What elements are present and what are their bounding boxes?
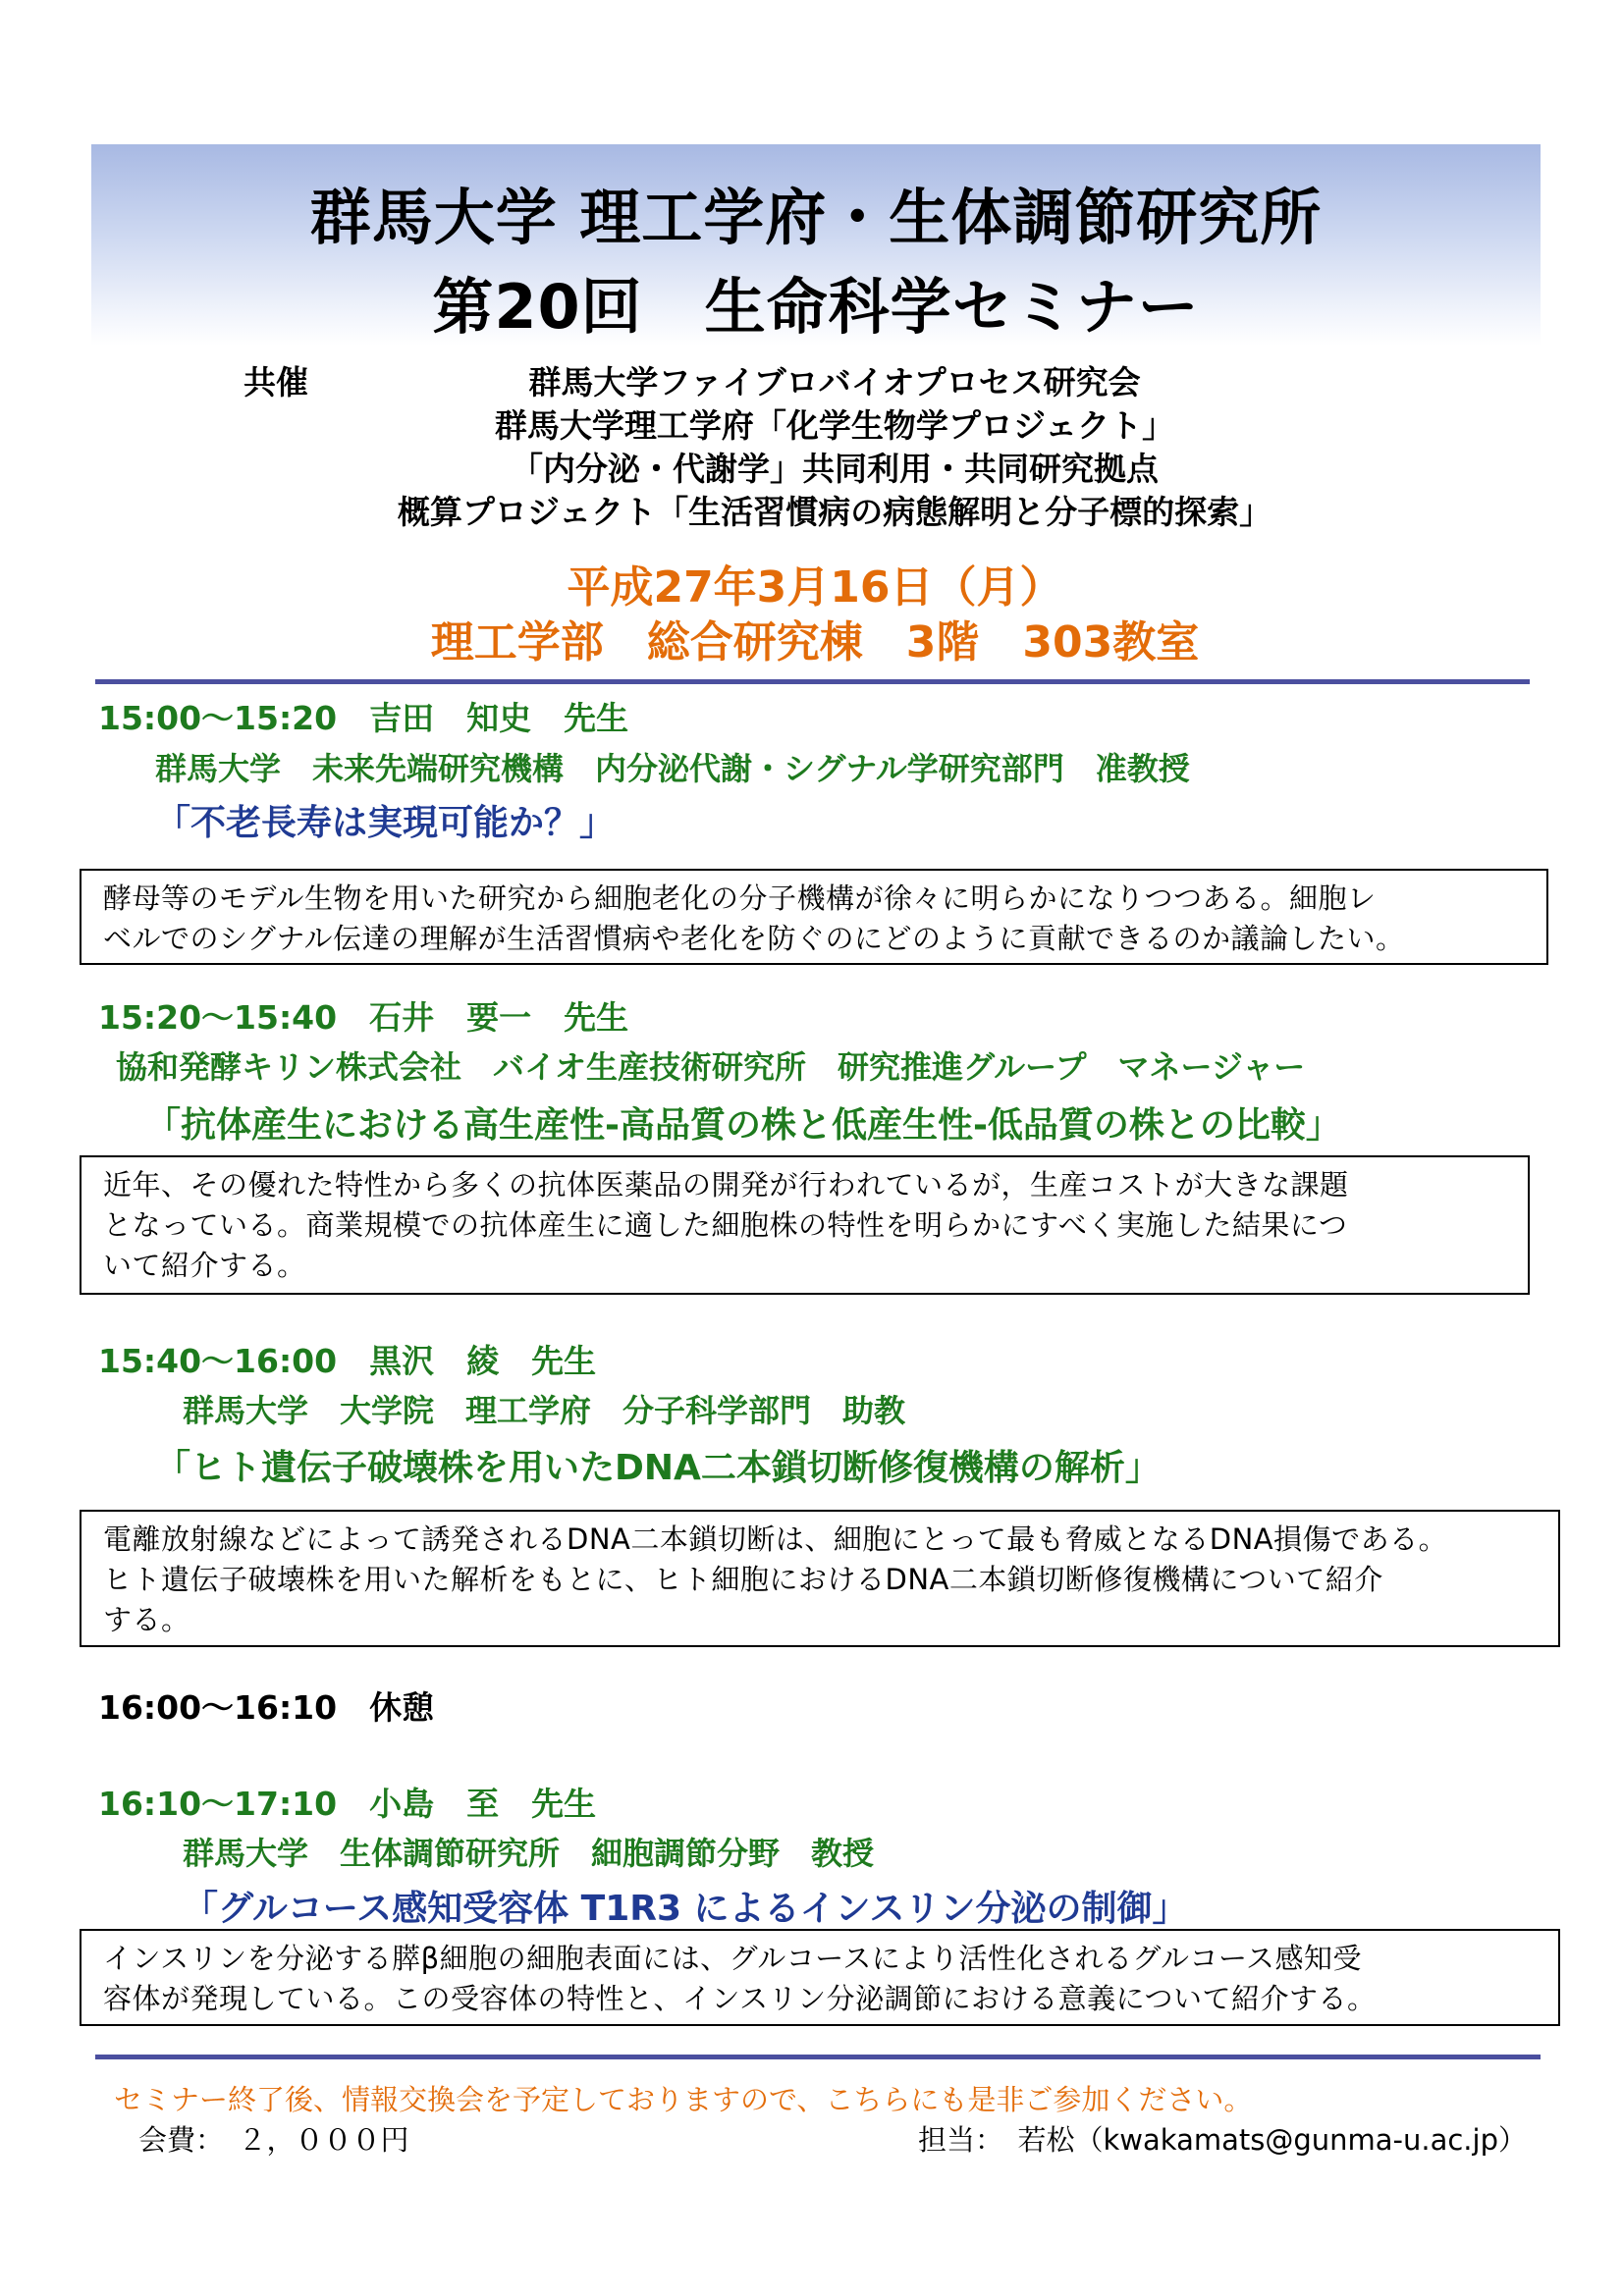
cohost-line: 「内分泌・代謝学」共同利用・共同研究拠点 (511, 450, 1159, 488)
event-venue: 理工学部 総合研究棟 3階 303教室 (430, 617, 1200, 667)
session-affiliation: 群馬大学 未来先端研究機構 内分泌代謝・シグナル学研究部門 准教授 (155, 750, 1190, 787)
cohost-line: 群馬大学ファイブロバイオプロセス研究会 (528, 363, 1141, 401)
session-abstract (80, 1510, 1560, 1647)
abstract-line: 近年、その優れた特性から多くの抗体医薬品の開発が行われているが，生産コストが大きな課題 (103, 1168, 1349, 1201)
abstract-line: 電離放射線などによって誘発されるDNA二本鎖切断は、細胞にとって最も脅威となるDNA損傷である。 (103, 1522, 1448, 1556)
abstract-line: いて紹介する。 (103, 1249, 306, 1282)
session-affiliation: 協和発酵キリン株式会社 バイオ生産技術研究所 研究推進グループ マネージャー (116, 1048, 1306, 1086)
session-affiliation: 群馬大学 大学院 理工学府 分子科学部門 助教 (183, 1392, 906, 1429)
abstract-line: 酵母等のモデル生物を用いた研究から細胞老化の分子機構が徐々に明らかになりつつある。細胞レ (103, 881, 1377, 915)
session-title: 「グルコース感知受容体 T1R3 によるインスリン分泌の制御」 (183, 1889, 1188, 1929)
divider-bottom (95, 2055, 1541, 2059)
cohost-line: 概算プロジェクト「生活習慣病の病態解明と分子標的探索」 (397, 493, 1272, 531)
cohost-label: 共催 (243, 363, 308, 401)
break-time: 16:00～16:10 休憩 (98, 1688, 435, 1727)
abstract-line: インスリンを分泌する膵β細胞の細胞表面には、グルコースにより活性化されるグルコース感知受 (103, 1942, 1362, 1975)
session-abstract (80, 869, 1548, 965)
reception-notice: セミナー終了後、情報交換会を予定しておりますので、こちらにも是非ご参加ください。 (114, 2083, 1253, 2116)
fee-text: 会費： ２，０００円 (138, 2123, 409, 2157)
session-abstract (80, 1929, 1560, 2026)
page-title: 群馬大学 理工学府・生体調節研究所 (309, 182, 1323, 253)
seminar-title: 第20回 生命科学セミナー (432, 271, 1200, 343)
divider-top (95, 679, 1530, 684)
session-title: 「不老長寿は実現可能か？」 (155, 803, 616, 843)
session-title: 「ヒト遺伝子破壊株を用いたDNA二本鎖切断修復機構の解析」 (155, 1448, 1161, 1488)
abstract-line: となっている。商業規模での抗体産生に適した細胞株の特性を明らかにすべく実施した結果につ (103, 1208, 1348, 1242)
event-date: 平成27年3月16日（月） (567, 562, 1063, 613)
cohost-line: 群馬大学理工学府「化学生物学プロジェクト」 (494, 406, 1175, 445)
abstract-line: 容体が発現している。この受容体の特性と、インスリン分泌調節における意義について紹介する。 (103, 1982, 1377, 2015)
session-affiliation: 群馬大学 生体調節研究所 細胞調節分野 教授 (183, 1835, 875, 1872)
session-time-speaker: 15:20～15:40 石井 要一 先生 (98, 998, 629, 1037)
abstract-line: する。 (103, 1603, 190, 1636)
session-time-speaker: 15:00～15:20 吉田 知史 先生 (98, 699, 629, 737)
session-title: 「抗体産生における高生産性-高品質の株と低産生性-低品質の株との比較」 (145, 1105, 1341, 1146)
contact-text: 担当： 若松（kwakamats@gunma-u.ac.jp） (918, 2123, 1527, 2157)
session-abstract (80, 1155, 1530, 1295)
abstract-line: ヒト遺伝子破壊株を用いた解析をもとに、ヒト細胞におけるDNA二本鎖切断修復機構について紹介 (103, 1563, 1383, 1596)
session-time-speaker: 16:10～17:10 小島 至 先生 (98, 1785, 597, 1823)
abstract-line: ベルでのシグナル伝達の理解が生活習慣病や老化を防ぐのにどのように貢献できるのか議論したい。 (103, 922, 1405, 955)
session-time-speaker: 15:40～16:00 黒沢 綾 先生 (98, 1342, 597, 1380)
